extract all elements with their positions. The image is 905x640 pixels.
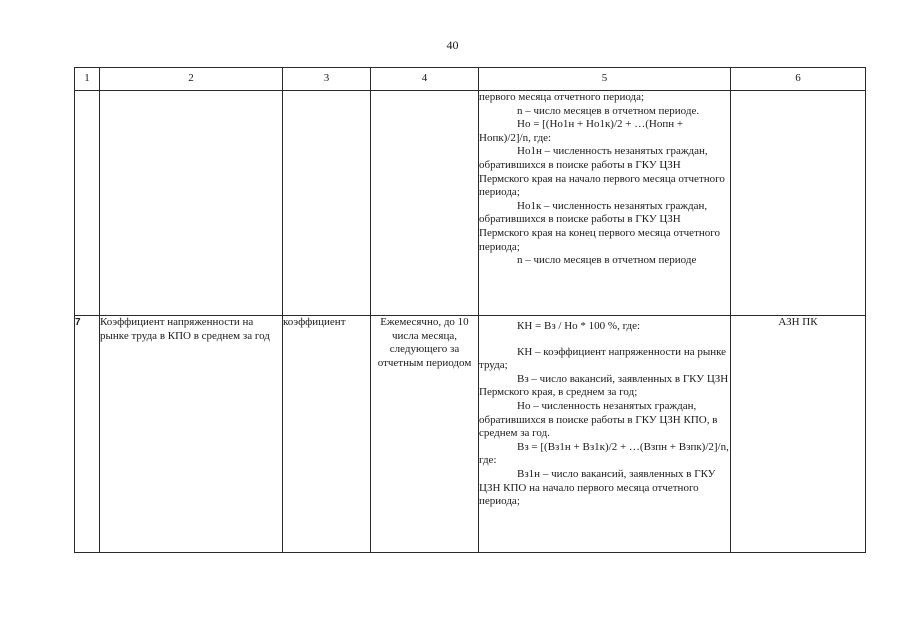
method-line: КН – коэффициент напряженности на рынке труда; [479, 345, 727, 372]
unit-cell [283, 91, 371, 316]
indicator-name: Коэффициент напряженности на рынке труда в КПО в среднем за год [100, 316, 283, 553]
method-line: Но – численность незанятых граждан, обратившихся в поиске работы в ГКУ ЦЗН КПО, в среднем за год. [479, 399, 718, 440]
column-header: 4 [371, 68, 479, 91]
method-cell [479, 91, 731, 316]
indicator-table [74, 67, 866, 553]
method-line: Но = [(Но1н + Но1к)/2 + …(Нопн + Нопк)/2]/n, где: [479, 118, 684, 144]
method-cell [479, 316, 731, 553]
column-header: 5 [479, 68, 731, 91]
column-header: 1 [75, 68, 100, 91]
method-line: Вз1н – число вакансий, заявленных в ГКУ ЦЗН КПО на начало первого месяца отчетного периода; [479, 467, 716, 508]
row-number: 7 [75, 316, 100, 553]
method-line: n – число месяцев в отчетном периоде. [517, 104, 700, 117]
table-row [75, 91, 866, 316]
method-line: первого месяца отчетного периода; [479, 91, 645, 103]
column-header: 6 [731, 68, 866, 91]
period-cell [371, 91, 479, 316]
column-header: 2 [100, 68, 283, 91]
page-number: 40 [446, 38, 459, 52]
responsible-cell [731, 91, 866, 316]
column-header: 3 [283, 68, 371, 91]
table-row [75, 316, 866, 553]
method-line: n – число месяцев в отчетном периоде [517, 254, 697, 267]
method-spacer [479, 334, 730, 346]
method-line: Вз – число вакансий, заявленных в ГКУ ЦЗН Пермского края, в среднем за год; [479, 372, 729, 399]
indicator-name [100, 91, 283, 316]
method-line: Вз = [(Вз1н + Вз1к)/2 + …(Взпн + Взпк)/2]/n, где: [479, 440, 729, 467]
responsible-cell: АЗН ПК [731, 316, 866, 553]
row-number [75, 91, 100, 316]
method-line: Но1н – численность незанятых граждан, обратившихся в поиске работы в ГКУ ЦЗН Пермского края на начало первого месяца отчетного периода; [479, 145, 725, 199]
method-line: КН = Вз / Но * 100 %, где: [517, 320, 641, 332]
unit-cell: коэффициент [283, 316, 371, 553]
period-cell: Ежемесячно, до 10 числа месяца, следующего за отчетным периодом [371, 316, 479, 553]
header-row [75, 68, 866, 91]
method-line: Но1к – численность незанятых граждан, обратившихся в поиске работы в ГКУ ЦЗН Пермского края на конец первого месяца отчетного периода; [479, 199, 720, 253]
